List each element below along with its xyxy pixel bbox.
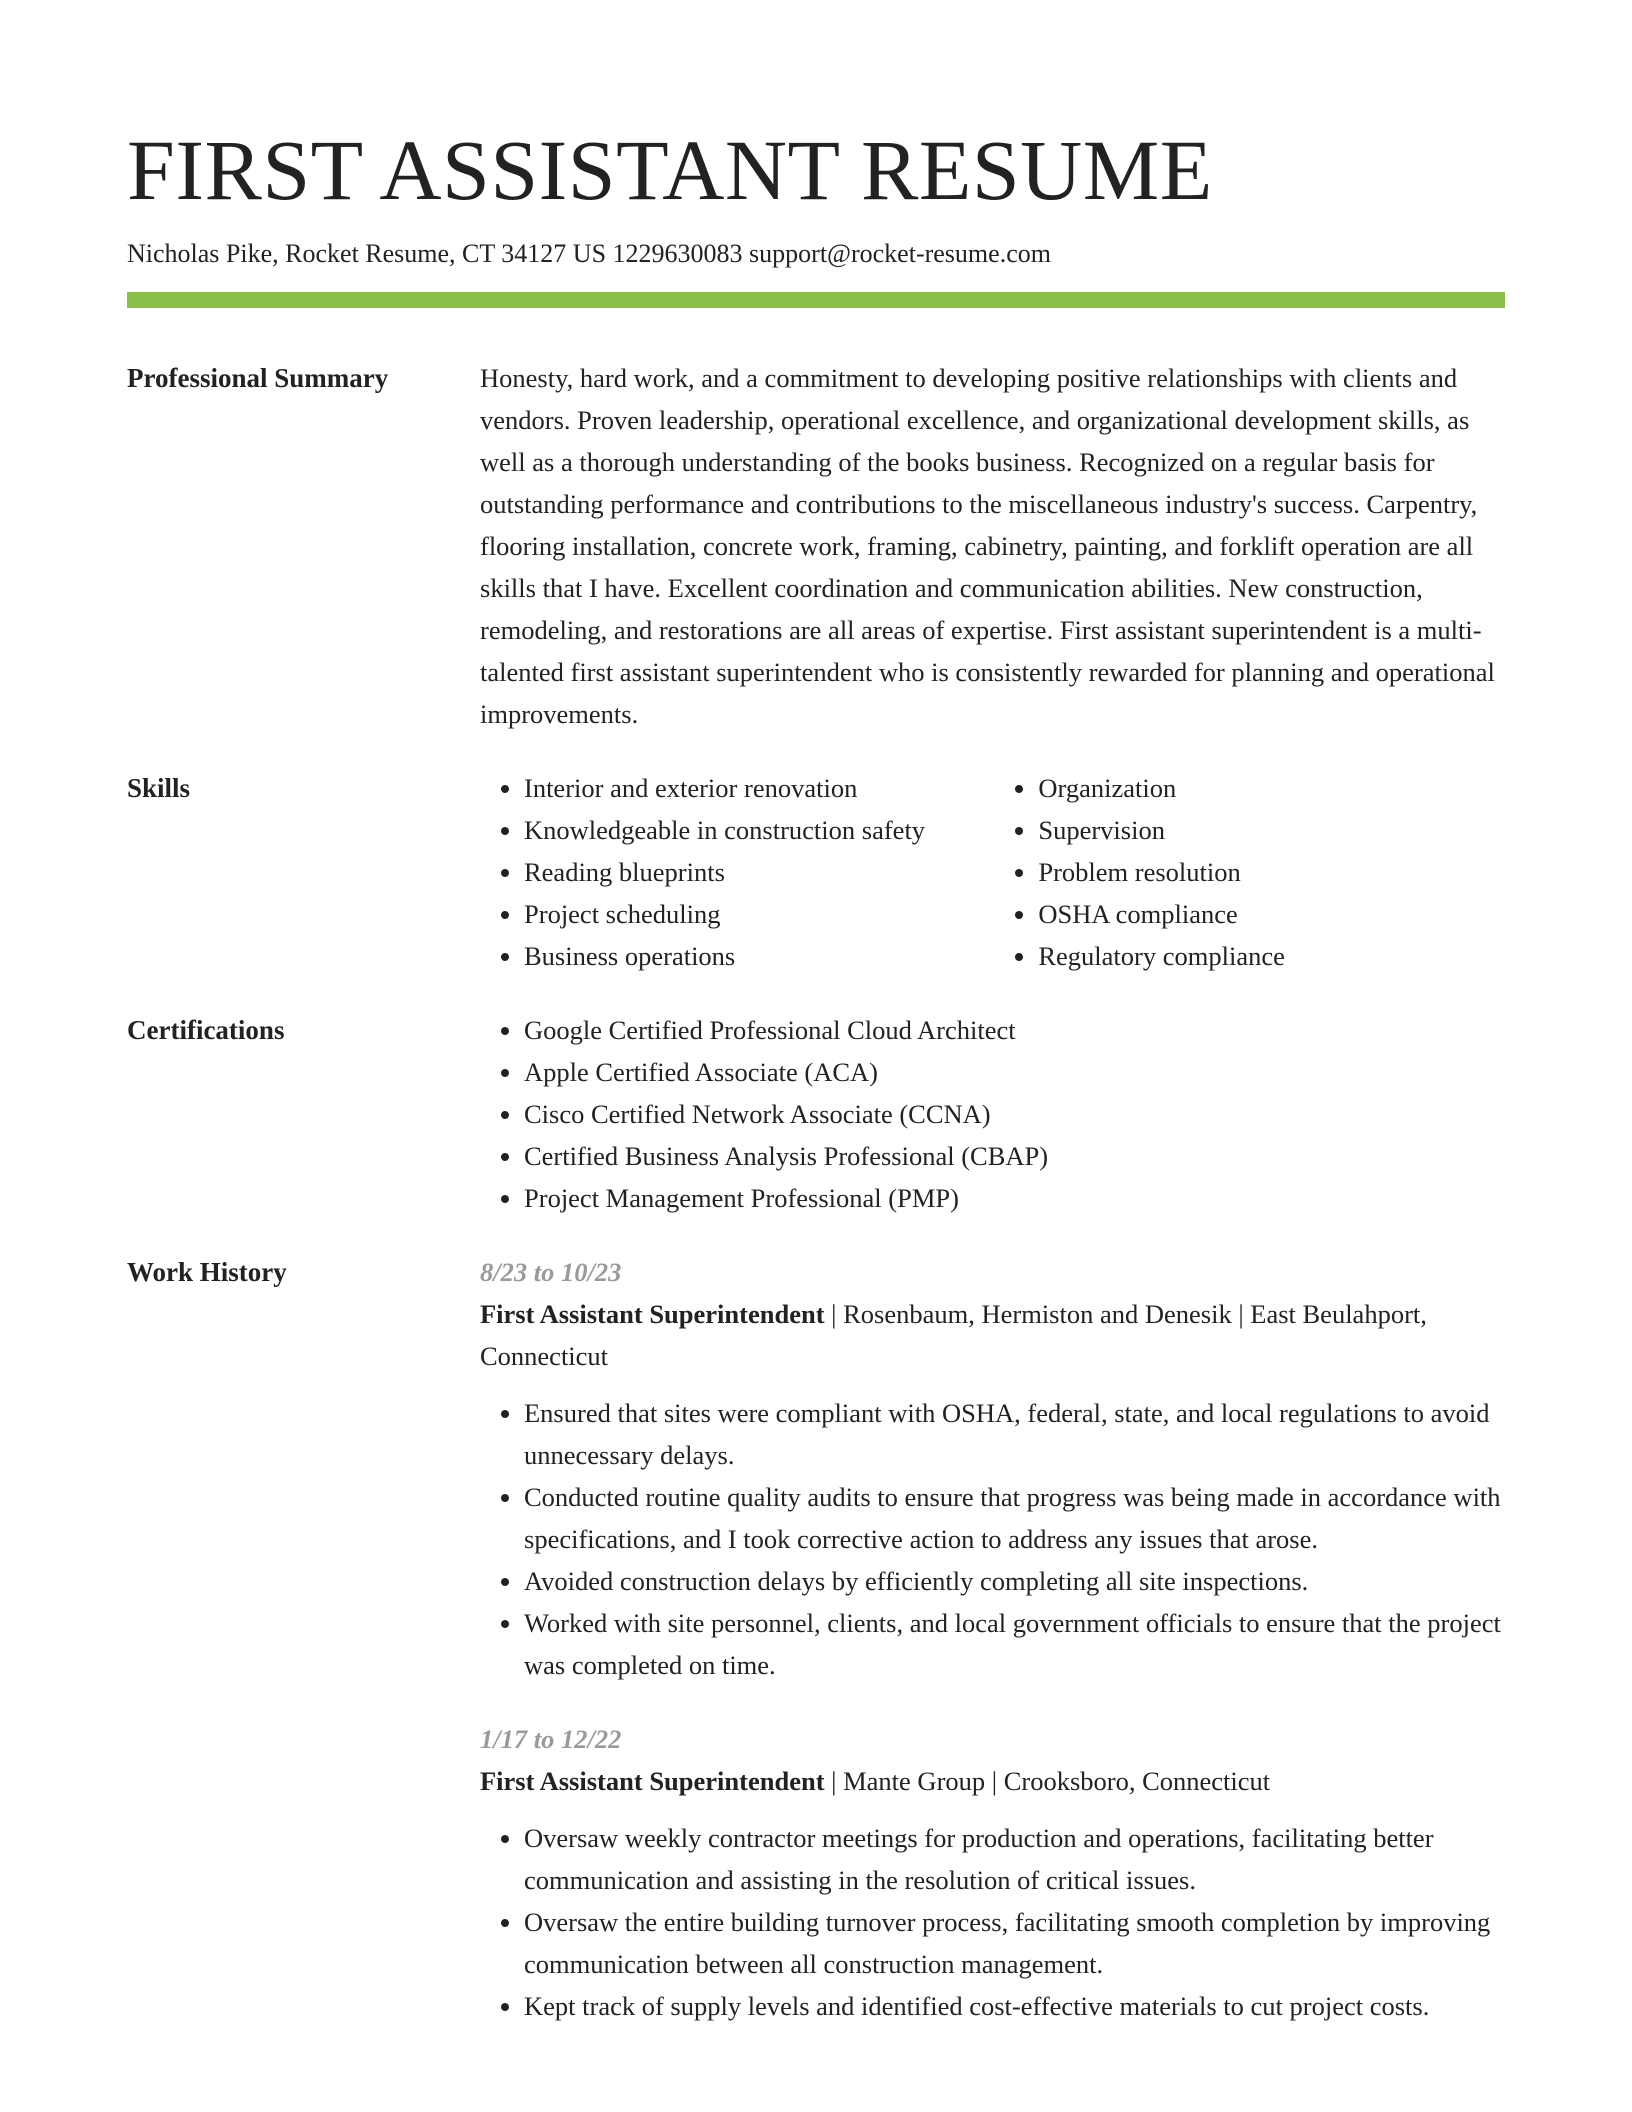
certification-item: • Apple Certified Associate (ACA) (524, 1051, 1505, 1093)
job-title: First Assistant Superintendent (480, 1766, 825, 1796)
certifications-section (127, 1009, 1505, 1219)
job-bullet: • Avoided construction delays by efficiently completing all site inspections. (524, 1560, 1505, 1602)
certifications-body (480, 1009, 1505, 1219)
job-bullet-list (480, 1817, 1505, 2027)
job-entry (480, 1251, 1505, 1686)
skills-columns (480, 767, 1505, 977)
job-dates: 1/17 to 12/22 (480, 1724, 622, 1754)
job-bullet: • Ensured that sites were compliant with OSHA, federal, state, and local regulations to avoid unnecessary delays. (524, 1392, 1505, 1476)
job-bullet: • Oversaw weekly contractor meetings for production and operations, facilitating better communication and assisting in the resolution of critical issues. (524, 1817, 1505, 1901)
skill-item: • Reading blueprints (524, 851, 994, 893)
skill-item: • Organization (1038, 767, 1505, 809)
work-history-section (127, 1251, 1505, 2027)
skill-item: • Project scheduling (524, 893, 994, 935)
resume-page (127, 118, 1505, 2027)
contact-line: Nicholas Pike, Rocket Resume, CT 34127 US 1229630083 support@rocket-resume.com (127, 239, 1051, 268)
job-bullet: • Worked with site personnel, clients, and local government officials to ensure that the project was completed on time. (524, 1602, 1505, 1686)
skill-item: • Business operations (524, 935, 994, 977)
job-entry (480, 1718, 1505, 2027)
job-header (480, 1293, 1505, 1377)
job-header (480, 1760, 1505, 1802)
job-bullet: • Oversaw the entire building turnover process, facilitating smooth completion by improving communication between all construction management. (524, 1901, 1505, 1985)
skills-list-left (480, 767, 994, 977)
skill-item: • Regulatory compliance (1038, 935, 1505, 977)
work-history-body (480, 1251, 1505, 2027)
certifications-heading: Certifications (127, 1015, 285, 1045)
summary-heading: Professional Summary (127, 363, 389, 393)
skill-item: • Problem resolution (1038, 851, 1505, 893)
summary-text: Honesty, hard work, and a commitment to developing positive relationships with clients and vendors. Proven leadership, operational excellence, and organizational development skills, as well as a thorough understanding of the books business. Recognized on a regular basis for outstanding performance and contributions to the miscellaneous industry's success. Carpentry, flooring installation, concrete work, framing, cabinetry, painting, and forklift operation are all skills that I have. Excellent coordination and communication abilities. New construction, remodeling, and restorations are all areas of expertise. First assistant superintendent is a multi-talented first assistant superintendent who is consistently rewarded for planning and operational improvements. (480, 363, 1495, 729)
summary-section (127, 357, 1505, 735)
job-bullet-list (480, 1392, 1505, 1686)
resume-title: FIRST ASSISTANT RESUME (127, 122, 1213, 218)
certification-item: • Google Certified Professional Cloud Architect (524, 1009, 1505, 1051)
skills-heading: Skills (127, 773, 191, 803)
job-title: First Assistant Superintendent (480, 1299, 825, 1329)
skill-item: • Knowledgeable in construction safety (524, 809, 994, 851)
skill-item: • OSHA compliance (1038, 893, 1505, 935)
skill-item: • Interior and exterior renovation (524, 767, 994, 809)
job-employer-location: | Mante Group | Crooksboro, Connecticut (824, 1766, 1271, 1796)
job-bullet: • Conducted routine quality audits to ensure that progress was being made in accordance with specifications, and I took corrective action to address any issues that arose. (524, 1476, 1505, 1560)
skill-item: • Supervision (1038, 809, 1505, 851)
skills-list-right (994, 767, 1505, 977)
certification-item: • Project Management Professional (PMP) (524, 1177, 1505, 1219)
work-history-heading: Work History (127, 1257, 287, 1287)
job-employer-location: | Rosenbaum, Hermiston and Denesik | East Beulahport, Connecticut (480, 1299, 1427, 1371)
accent-divider (127, 292, 1505, 308)
certification-item: • Cisco Certified Network Associate (CCNA) (524, 1093, 1505, 1135)
certifications-list (480, 1009, 1505, 1219)
certification-item: • Certified Business Analysis Professional (CBAP) (524, 1135, 1505, 1177)
job-dates: 8/23 to 10/23 (480, 1257, 622, 1287)
job-bullet: • Kept track of supply levels and identified cost-effective materials to cut project costs. (524, 1985, 1505, 2027)
skills-section (127, 767, 1505, 977)
